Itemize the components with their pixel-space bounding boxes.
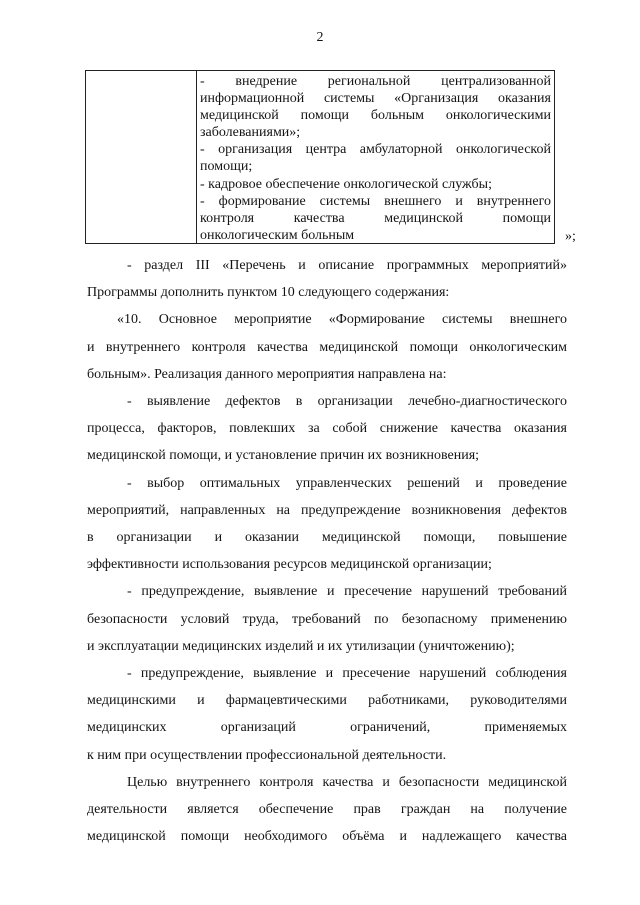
paragraph-line: медицинских организаций ограничений, применяемых bbox=[87, 720, 567, 736]
paragraph-line: медицинской помощи необходимого объёма и надлежащего качества bbox=[87, 829, 567, 845]
paragraph-line: - выявление дефектов в организации лечебно-диагностического bbox=[127, 394, 567, 410]
paragraph-line: в организации и оказании медицинской помощи, повышение bbox=[87, 530, 567, 546]
table-line: - организация центра амбулаторной онкологической bbox=[200, 142, 551, 158]
paragraph-line: - раздел III «Перечень и описание программных мероприятий» bbox=[127, 258, 567, 273]
paragraph-line: - выбор оптимальных управленческих решений и проведение bbox=[127, 475, 567, 491]
program-table bbox=[85, 70, 555, 244]
table-line: помощи; bbox=[200, 159, 253, 175]
paragraph-line: Целью внутреннего контроля качества и безопасности медицинской bbox=[127, 774, 567, 790]
paragraph-line: безопасности условий труда, требований по безопасному применению bbox=[87, 611, 567, 627]
table-line: онкологическим больным bbox=[200, 227, 355, 243]
paragraph-line: и эксплуатации медицинских изделий и их утилизации (уничтожению); bbox=[87, 638, 515, 654]
paragraph-line: и внутреннего контроля качества медицинской помощи онкологическим bbox=[87, 339, 567, 355]
paragraph-line: деятельности является обеспечение прав граждан на получение bbox=[87, 802, 567, 818]
table-line: заболеваниями»; bbox=[200, 125, 301, 141]
paragraph-line: «10. Основное мероприятие «Формирование системы внешнего bbox=[117, 312, 567, 328]
paragraph-line: к ним при осуществлении профессиональной деятельности. bbox=[87, 747, 447, 763]
paragraph-line: мероприятий, направленных на предупреждение возникновения дефектов bbox=[87, 502, 567, 518]
paragraph-line: медицинскими и фармацевтическими работниками, руководителями bbox=[87, 693, 567, 709]
table-line: информационной системы «Организация оказания bbox=[200, 91, 551, 107]
table-cell-text bbox=[200, 73, 551, 244]
table-line: - внедрение региональной централизованной bbox=[200, 74, 551, 89]
table-closing-quote: »; bbox=[565, 229, 576, 244]
table-line: медицинской помощи больным онкологическими bbox=[200, 108, 551, 124]
page-number: 2 bbox=[316, 30, 324, 45]
table-column-divider bbox=[196, 71, 197, 243]
table-line: контроля качества медицинской помощи bbox=[200, 210, 551, 226]
paragraph-line: Программы дополнить пунктом 10 следующего содержания: bbox=[87, 285, 450, 301]
paragraph-line: больным». Реализация данного мероприятия направлена на: bbox=[87, 366, 447, 382]
paragraph-line: медицинской помощи, и установление причин их возникновения; bbox=[87, 448, 480, 464]
paragraph-line: процесса, факторов, повлекших за собой снижение качества оказания bbox=[87, 421, 567, 437]
paragraph-line: - предупреждение, выявление и пресечение нарушений соблюдения bbox=[127, 666, 567, 682]
document-body bbox=[87, 252, 567, 850]
table-line: - кадровое обеспечение онкологической службы; bbox=[200, 176, 492, 192]
paragraph-line: - предупреждение, выявление и пресечение нарушений требований bbox=[127, 584, 567, 600]
table-line: - формирование системы внешнего и внутреннего bbox=[200, 193, 551, 209]
paragraph-line: эффективности использования ресурсов медицинской организации; bbox=[87, 557, 492, 573]
